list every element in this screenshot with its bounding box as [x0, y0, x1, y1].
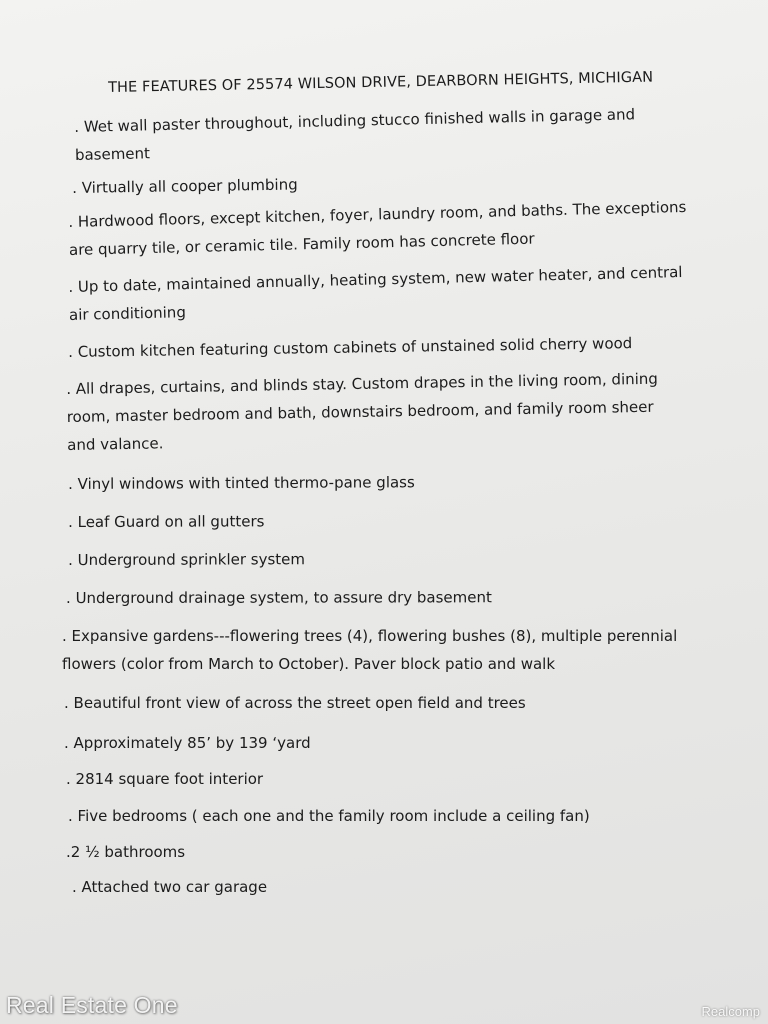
feature-item-garage: . Attached two car garage — [72, 878, 268, 896]
feature-item-drainage: . Underground drainage system, to assure dry basement — [66, 588, 492, 607]
feature-item-plumbing: . Virtually all cooper plumbing — [72, 175, 298, 197]
watermark-realcomp: Realcomp — [701, 1004, 760, 1019]
feature-item-windows: . Vinyl windows with tinted thermo-pane glass — [68, 473, 415, 493]
feature-item-yard: . Approximately 85’ by 139 ‘yard — [64, 734, 311, 752]
document-title: THE FEATURES OF 25574 WILSON DRIVE, DEARBORN HEIGHTS, MICHIGAN — [108, 69, 654, 96]
feature-item-kitchen: . Custom kitchen featuring custom cabinets of unstained solid cherry wood — [68, 334, 633, 361]
feature-item-gutters: . Leaf Guard on all gutters — [68, 512, 265, 531]
feature-item-plaster: . Wet wall paster throughout, including stucco finished walls in garage and basement — [74, 105, 636, 164]
feature-item-view: . Beautiful front view of across the street open field and trees — [64, 694, 526, 712]
watermark-real-estate-one: Real Estate One — [6, 992, 178, 1018]
feature-item-floors: . Hardwood floors, except kitchen, foyer, laundry room, and baths. The exceptions are quarry tile, or ceramic tile. Family room has concrete floor — [68, 197, 687, 259]
feature-item-bathrooms: .2 ½ bathrooms — [66, 843, 186, 861]
feature-item-drapes: . All drapes, curtains, and blinds stay. Custom drapes in the living room, dining room, master bedroom and bath, downstairs bedroom, and family room sheer and valance. — [66, 369, 659, 454]
feature-item-sprinkler: . Underground sprinkler system — [68, 550, 306, 569]
feature-item-heating: . Up to date, maintained annually, heating system, new water heater, and central air conditioning — [68, 262, 683, 324]
feature-item-bedrooms: . Five bedrooms ( each one and the family room include a ceiling fan) — [68, 807, 590, 825]
feature-item-gardens: . Expansive gardens---flowering trees (4), flowering bushes (8), multiple perennial flowers (color from March to October). Paver block patio and walk — [62, 627, 678, 673]
feature-item-interior: . 2814 square foot interior — [66, 770, 264, 788]
